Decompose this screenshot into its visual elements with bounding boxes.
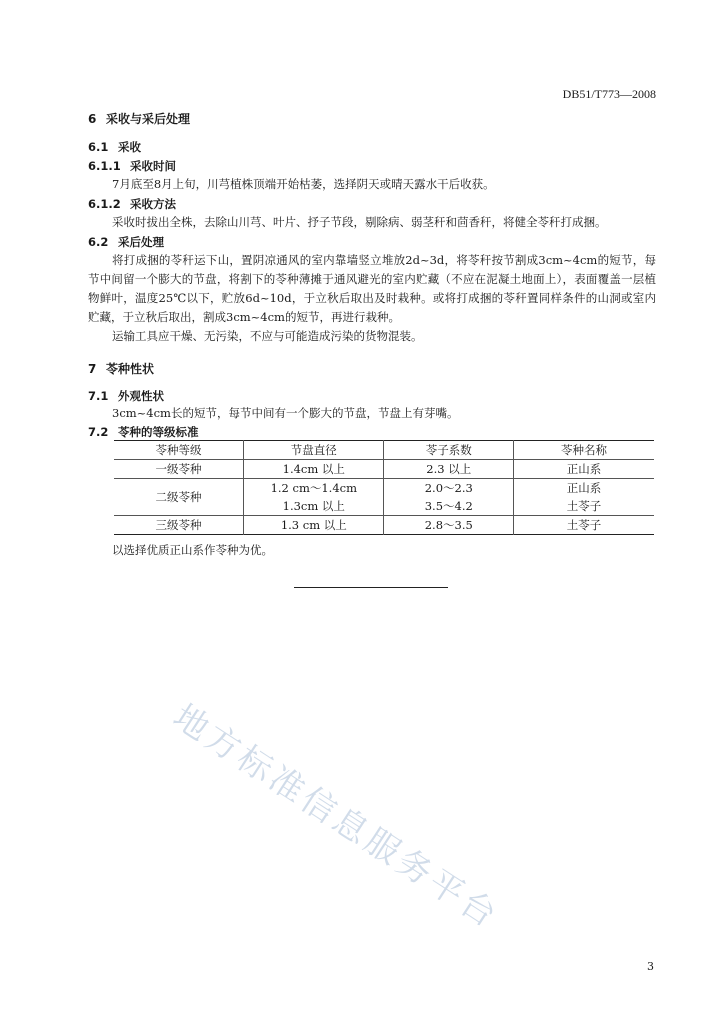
table-row [114, 479, 654, 498]
section-6-2-heading: 6.2 采后处理 [88, 235, 164, 249]
section-6-2-paragraph-1: 将打成捆的苓秆运下山，置阴凉通风的室内靠墙竖立堆放2d~3d，将苓秆按节割成3cm~4cm的短节，每节中间留一个膨大的节盘，将割下的苓种薄摊于通风避光的室内贮藏（不应在泥凝土地面上），表面覆盖一层植物鲜叶，温度25℃以下，贮放6d~10d，于立秋后取出及时栽种。或将打成捆的苓秆置同样条件的山洞或室内贮藏，于立秋后取出，割成3cm~4cm的短节，再进行栽种。 [88, 253, 656, 324]
table-cell-name: 正山系 [514, 460, 654, 479]
table-cell-name: 正山系 [514, 479, 654, 498]
page-number: 3 [647, 960, 654, 973]
table-header-row [114, 441, 654, 460]
table-cell-grade: 三级苓种 [114, 516, 244, 535]
section-6-1-heading: 6.1 采收 [88, 140, 141, 154]
table-row [114, 516, 654, 535]
grade-standard-table [114, 440, 654, 535]
table-cell-diameter: 1.3cm 以上 [244, 497, 384, 516]
table-cell-diameter: 1.4cm 以上 [244, 460, 384, 479]
section-7-2-heading: 7.2 苓种的等级标准 [88, 425, 199, 439]
table-header-cell: 苓种名称 [514, 441, 654, 460]
section-6-2-paragraph-2: 运输工具应干燥、无污染，不应与可能造成污染的货物混装。 [112, 329, 423, 343]
section-6-1-1-heading: 6.1.1 采收时间 [88, 159, 176, 173]
table-cell-grade: 一级苓种 [114, 460, 244, 479]
table-note: 以选择优质正山系作苓种为优。 [112, 543, 273, 557]
table-row [114, 460, 654, 479]
table-cell-grade: 二级苓种 [114, 479, 244, 516]
table-cell-diameter: 1.3 cm 以上 [244, 516, 384, 535]
section-6-1-2-text: 采收时拔出全株，去除山川芎、叶片、抒子节段，剔除病、弱茎秆和茴香秆，将健全苓秆打成捆。 [112, 215, 607, 229]
section-7-heading: 7 苓种性状 [88, 362, 155, 376]
section-6-heading: 6 采收与采后处理 [88, 112, 191, 126]
section-6-1-1-text: 7月底至8月上旬，川芎植株顶端开始枯萎，选择阴天或晴天露水干后收获。 [112, 177, 495, 191]
table-cell-name: 土苓子 [514, 516, 654, 535]
section-7-1-text: 3cm~4cm长的短节，每节中间有一个膨大的节盘，节盘上有芽嘴。 [112, 406, 459, 420]
table-cell-coefficient: 2.8～3.5 [384, 516, 514, 535]
end-rule [294, 587, 448, 588]
table-header-cell: 苓子系数 [384, 441, 514, 460]
table-cell-coefficient: 2.0～2.3 [384, 479, 514, 498]
document-id: DB51/T773—2008 [562, 87, 656, 101]
table-cell-coefficient: 3.5～4.2 [384, 497, 514, 516]
table-header-cell: 苓种等级 [114, 441, 244, 460]
table-cell-diameter: 1.2 cm～1.4cm [244, 479, 384, 498]
table-cell-name: 土苓子 [514, 497, 654, 516]
watermark-text: 地方标准信息服务平台 [165, 696, 507, 938]
section-6-1-2-heading: 6.1.2 采收方法 [88, 197, 176, 211]
table-header-cell: 节盘直径 [244, 441, 384, 460]
section-7-1-heading: 7.1 外观性状 [88, 389, 164, 403]
table-cell-coefficient: 2.3 以上 [384, 460, 514, 479]
